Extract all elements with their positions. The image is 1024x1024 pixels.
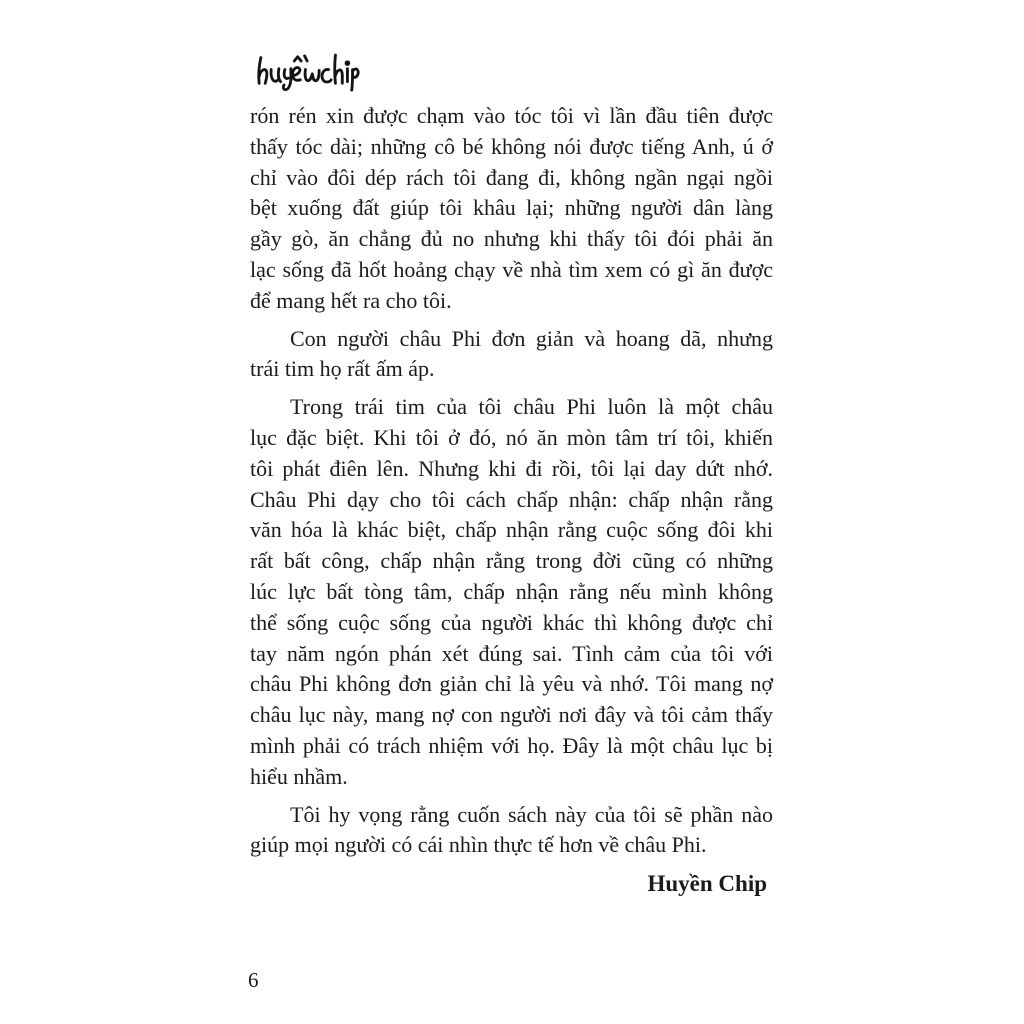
text-line: châu Phi không đơn giản chỉ là yêu và nhớ. Tôi mang nợ — [250, 671, 773, 697]
author-logo — [254, 53, 362, 93]
text-line: văn hóa là khác biệt, chấp nhận rằng cuộc sống đôi khi — [250, 517, 773, 543]
paragraph — [250, 392, 773, 792]
text-line: thể sống cuộc sống của người khác thì không được chỉ — [250, 609, 773, 635]
text-line: Tôi hy vọng rằng cuốn sách này của tôi sẽ phần nào — [290, 801, 773, 827]
text-line: tôi phát điên lên. Nhưng khi đi rồi, tôi lại day dứt nhớ. — [250, 455, 773, 481]
text-line: rất bất công, chấp nhận rằng trong đời cũng có những — [250, 548, 773, 574]
text-line: lúc lực bất tòng tâm, chấp nhận rằng nếu mình không — [250, 578, 773, 604]
paragraph — [250, 101, 773, 317]
text-line: lạc sống đã hốt hoảng chạy về nhà tìm xem có gì ăn được — [250, 256, 773, 282]
author-signature: Huyền Chip — [647, 871, 767, 897]
handwritten-logo-icon — [254, 53, 362, 93]
page-number: 6 — [248, 968, 259, 992]
text-line: bệt xuống đất giúp tôi khâu lại; những người dân làng — [250, 195, 773, 221]
text-line: gầy gò, ăn chẳng đủ no nhưng khi thấy tôi đói phải ăn — [250, 226, 773, 252]
text-line: rón rén xin được chạm vào tóc tôi vì lần đầu tiên được — [250, 103, 773, 128]
text-line: thấy tóc dài; những cô bé không nói được tiếng Anh, ú ớ — [250, 133, 773, 159]
text-line: Châu Phi dạy cho tôi cách chấp nhận: chấp nhận rằng — [250, 486, 773, 512]
text-line: giúp mọi người có cái nhìn thực tế hơn về châu Phi. — [250, 832, 707, 858]
text-line: Con người châu Phi đơn giản và hoang dã, nhưng — [290, 325, 773, 351]
paragraph — [250, 324, 773, 386]
text-line: hiểu nhầm. — [250, 763, 348, 789]
paragraph — [250, 800, 773, 862]
text-line: tay năm ngón phán xét đúng sai. Tình cảm của tôi với — [250, 640, 773, 666]
text-line: chỉ vào đôi dép rách tôi đang đi, không ngần ngại ngồi — [250, 164, 773, 190]
text-line: mình phải có trách nhiệm với họ. Đây là một châu lục bị — [250, 732, 773, 758]
text-line: Trong trái tim của tôi châu Phi luôn là một châu — [290, 394, 773, 420]
text-line: để mang hết ra cho tôi. — [250, 287, 452, 313]
text-line: châu lục này, mang nợ con người nơi đây và tôi cảm thấy — [250, 702, 773, 728]
text-line: lục đặc biệt. Khi tôi ở đó, nó ăn mòn tâm trí tôi, khiến — [250, 424, 773, 450]
text-line: trái tim họ rất ấm áp. — [250, 356, 435, 382]
body-text — [250, 101, 773, 900]
